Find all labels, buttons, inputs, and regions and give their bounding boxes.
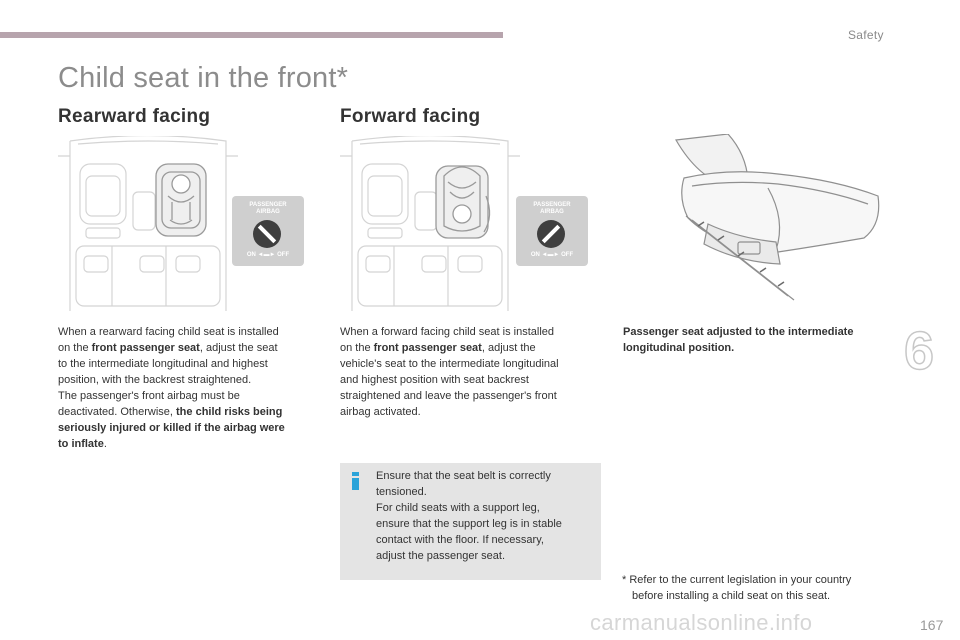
rearward-heading: Rearward facing — [58, 106, 211, 127]
rearward-car-illustration — [58, 136, 238, 311]
seat-position-illustration — [668, 134, 884, 304]
rearward-airbag-label: PASSENGER AIRBAG — [249, 202, 287, 215]
watermark: carmanualsonline.info — [590, 610, 813, 635]
info-icon — [352, 472, 361, 490]
forward-airbag-switch-knob — [537, 220, 565, 248]
page-title: Child seat in the front* — [58, 62, 349, 94]
forward-car-illustration — [340, 136, 520, 311]
footnote: * Refer to the current legislation in your country before installing a child seat on this seat. — [622, 574, 852, 602]
rearward-switch-labels: ON ◄▬► OFF — [246, 252, 290, 258]
rearward-airbag-panel — [232, 196, 304, 266]
chapter-number: 6 — [904, 321, 935, 381]
forward-airbag-label: PASSENGER AIRBAG — [533, 202, 571, 215]
forward-airbag-panel — [516, 196, 588, 266]
rearward-description: When a rearward facing child seat is installed on the front passenger seat, adjust the seat to the intermediate longitudinal and highest position, with the backrest straightened. The passenger's front airbag must be deactivated. Otherwise, the child risks being seriously injured or killed if the airbag were to inflate. — [58, 326, 285, 450]
rearward-airbag-switch-knob — [253, 220, 281, 248]
forward-heading: Forward facing — [340, 106, 481, 127]
forward-description: When a forward facing child seat is installed on the front passenger seat, adjust the vehicle's seat to the intermediate longitudinal and highest position with seat backrest straightened and leave the passenger's front airbag activated. — [340, 326, 559, 418]
seat-caption: Passenger seat adjusted to the intermediate longitudinal position. — [623, 326, 854, 354]
forward-child-seat — [436, 166, 490, 238]
info-box-text: Ensure that the seat belt is correctly tensioned. For child seats with a support leg, ensure that the support leg is in stable contact with the floor. If necessary, adjust the passenger seat. — [376, 470, 562, 562]
rearward-child-seat — [156, 164, 206, 236]
forward-switch-labels: ON ◄▬► OFF — [530, 252, 574, 258]
page-number: 167 — [920, 617, 944, 633]
header-accent-bar — [0, 32, 503, 38]
section-label: Safety — [848, 28, 884, 42]
